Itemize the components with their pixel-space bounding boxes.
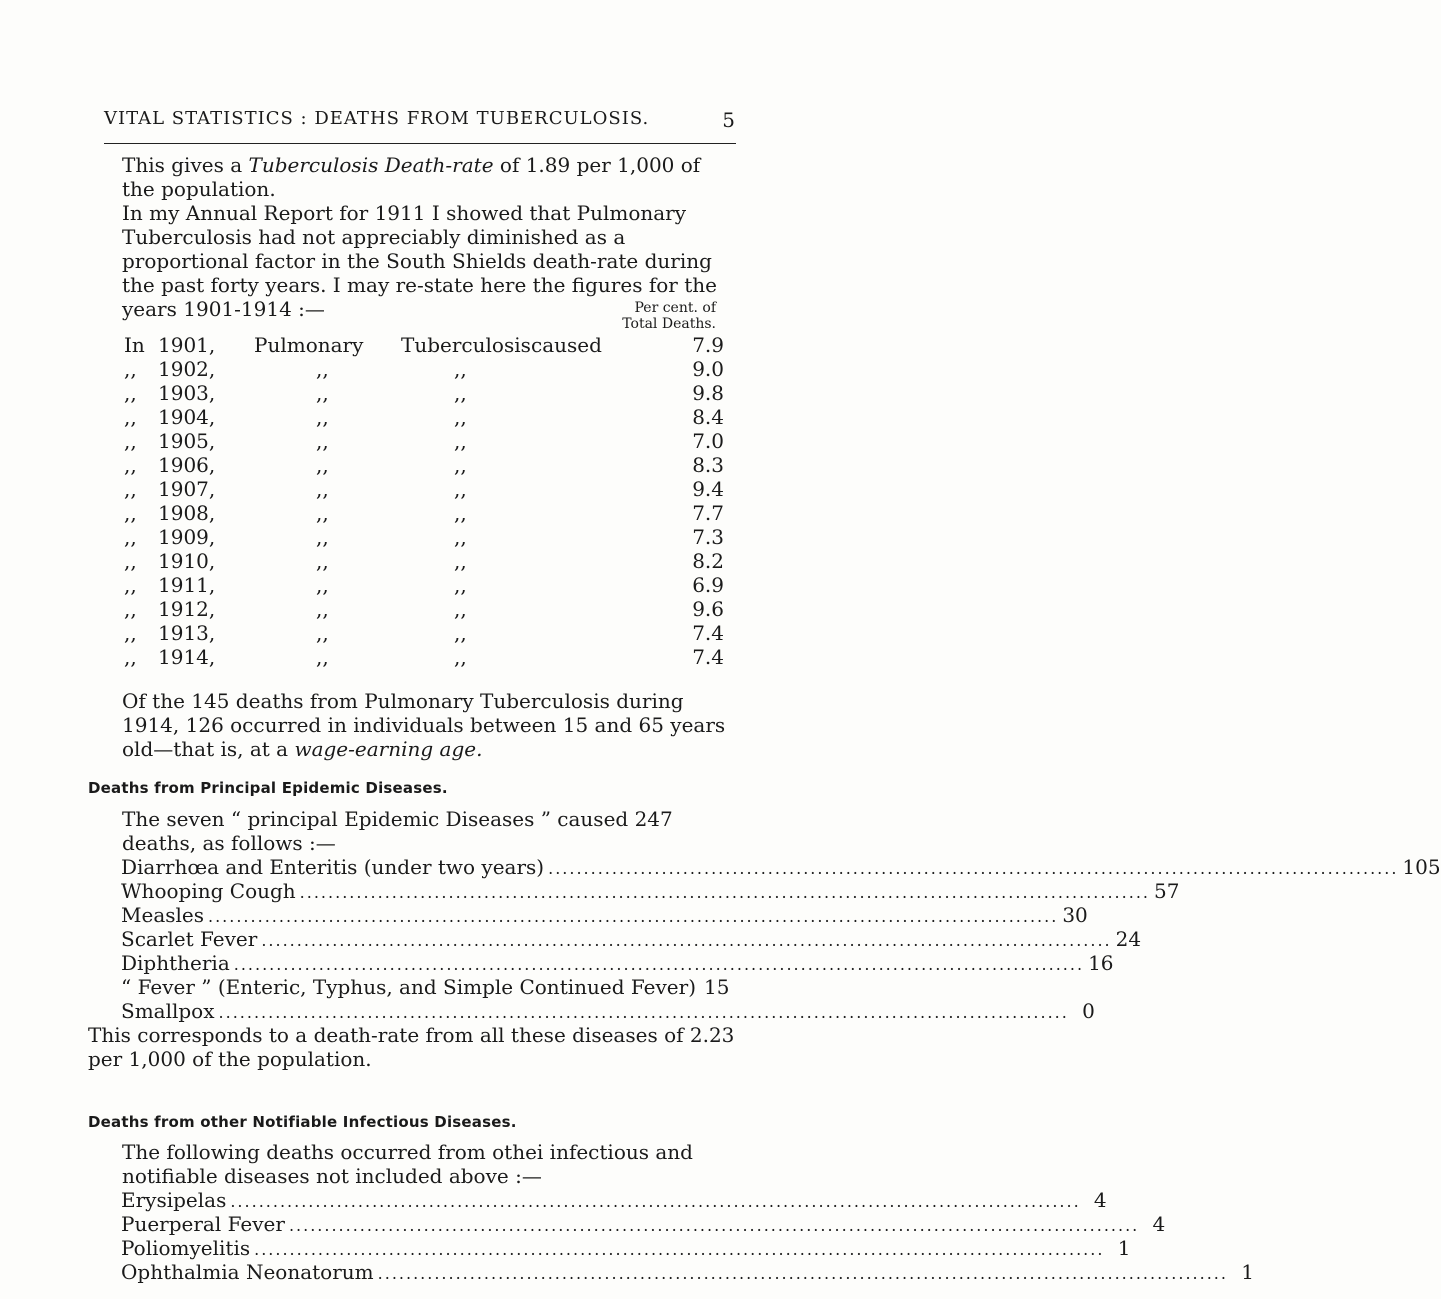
after-table-emphasis: wage-earning age. xyxy=(294,737,483,761)
dot-leader: ........................................................................................................................ xyxy=(233,955,1085,974)
ditto-mark: ,, xyxy=(316,357,329,381)
row-year: 1905, xyxy=(158,429,216,453)
epidemic-heading: Deaths from Principal Epidemic Diseases. xyxy=(88,779,448,797)
header-rule xyxy=(104,143,736,144)
dot-leader: ........................................................................................................................ xyxy=(288,1216,1140,1235)
row-value: 7.9 xyxy=(692,333,724,357)
row-value: 6.9 xyxy=(692,573,724,597)
list-item xyxy=(121,1236,1131,1260)
row-pulmonary: Pulmonary xyxy=(254,333,364,357)
intro-paragraph-2-text: In my Annual Report for 1911 I showed that Pulmonary Tuberculosis had not appreciably diminished as a proportional factor in the South Shields death-rate during the past forty years. I may re-state here the figures for the years 1901-1914 :— xyxy=(122,201,717,321)
table-row xyxy=(88,597,736,621)
row-year: 1908, xyxy=(158,501,216,525)
row-value: 7.3 xyxy=(692,525,724,549)
ditto-mark: ,, xyxy=(454,525,467,549)
dot-leader: ........................................................................................................................ xyxy=(230,1192,1081,1211)
list-item-label: Diphtheria xyxy=(121,951,230,975)
dot-leader: ........................................................................................................................ xyxy=(254,1240,1105,1259)
table-row xyxy=(88,549,736,573)
epidemic-outro xyxy=(88,1023,736,1071)
list-item-label: Puerperal Fever xyxy=(121,1212,285,1236)
epidemic-outro-text: This corresponds to a death-rate from all these diseases of 2.23 per 1,000 of the population. xyxy=(88,1023,735,1071)
list-item-value: 4 xyxy=(1093,1188,1107,1212)
list-item-value: 24 xyxy=(1115,927,1142,951)
ditto-mark: ,, xyxy=(316,453,329,477)
list-item-value: 0 xyxy=(1082,999,1095,1023)
epidemic-intro-text: The seven “ principal Epidemic Diseases ” caused 247 deaths, as follows :— xyxy=(122,807,673,855)
after-table-paragraph xyxy=(88,689,736,761)
table-row xyxy=(88,429,736,453)
list-item xyxy=(121,975,730,999)
row-year: 1902, xyxy=(158,357,216,381)
ditto-mark: ,, xyxy=(316,381,329,405)
ditto-mark: ,, xyxy=(124,381,137,405)
ditto-mark: ,, xyxy=(316,477,329,501)
intro-text-end: of 1.89 per 1,000 of the population. xyxy=(122,153,701,201)
dot-leader: ........................................................................................................................ xyxy=(208,907,1059,926)
row-year: 1904, xyxy=(158,405,216,429)
list-item xyxy=(121,1188,1107,1212)
list-item-value: 4 xyxy=(1152,1212,1166,1236)
ditto-mark: ,, xyxy=(454,645,467,669)
intro-paragraph-1 xyxy=(88,153,736,201)
row-value: 7.0 xyxy=(692,429,724,453)
ditto-mark: ,, xyxy=(124,645,137,669)
row-tuberculosis: Tuberculosis xyxy=(401,333,531,357)
table-row xyxy=(88,405,736,429)
ditto-mark: ,, xyxy=(454,357,467,381)
list-item-value: 30 xyxy=(1062,903,1088,927)
row-year: 1907, xyxy=(158,477,216,501)
ditto-mark: ,, xyxy=(316,573,329,597)
intro-text: This gives a xyxy=(122,153,249,177)
notifiable-intro-text: The following deaths occurred from othei infectious and notifiable diseases not included above :— xyxy=(122,1140,693,1188)
row-value: 9.4 xyxy=(692,477,724,501)
row-value: 7.4 xyxy=(692,621,724,645)
list-item-label: Measles xyxy=(121,903,204,927)
dot-leader: ........................................................................................................................ xyxy=(377,1264,1228,1283)
ditto-mark: ,, xyxy=(316,501,329,525)
list-item-value: 1 xyxy=(1241,1260,1254,1284)
ditto-mark: ,, xyxy=(124,597,137,621)
list-item xyxy=(121,927,1142,951)
list-item xyxy=(121,999,1095,1023)
ditto-mark: ,, xyxy=(454,405,467,429)
ditto-mark: ,, xyxy=(316,621,329,645)
row-value: 9.8 xyxy=(692,381,724,405)
row-value: 9.0 xyxy=(692,357,724,381)
table-row xyxy=(88,357,736,381)
ditto-mark: ,, xyxy=(124,453,137,477)
ditto-mark: ,, xyxy=(316,645,329,669)
row-value: 7.4 xyxy=(692,645,724,669)
list-item-value: 105 xyxy=(1402,855,1441,879)
row-year: 1910, xyxy=(158,549,216,573)
ditto-mark: ,, xyxy=(454,549,467,573)
dot-leader: ........................................................................................................................ xyxy=(299,883,1150,902)
list-item-label: Erysipelas xyxy=(121,1188,227,1212)
ditto-mark: ,, xyxy=(124,357,137,381)
table-row-first xyxy=(88,333,736,357)
table-row xyxy=(88,501,736,525)
dot-leader: ........................................................................................................................ xyxy=(548,859,1399,878)
dot-leader: ........................................................................................................................ xyxy=(261,931,1112,950)
row-year: 1913, xyxy=(158,621,216,645)
row-caused: caused xyxy=(531,333,602,357)
ditto-mark: ,, xyxy=(124,477,137,501)
ditto-mark: ,, xyxy=(124,429,137,453)
ditto-mark: ,, xyxy=(454,453,467,477)
row-year: 1914, xyxy=(158,645,216,669)
ditto-mark: ,, xyxy=(316,525,329,549)
ditto-mark: ,, xyxy=(316,405,329,429)
row-year: 1901, xyxy=(158,333,216,357)
ditto-mark: ,, xyxy=(454,573,467,597)
row-value: 8.4 xyxy=(692,405,724,429)
list-item-label: Poliomyelitis xyxy=(121,1236,251,1260)
notifiable-heading: Deaths from other Notifiable Infectious Diseases. xyxy=(88,1113,517,1131)
ditto-mark: ,, xyxy=(454,429,467,453)
row-year: 1909, xyxy=(158,525,216,549)
row-in: In xyxy=(124,333,145,357)
list-item-label: “ Fever ” (Enteric, Typhus, and Simple Continued Fever) xyxy=(121,975,696,999)
table-row xyxy=(88,573,736,597)
row-value: 8.3 xyxy=(692,453,724,477)
intro-emphasis: Tuberculosis Death-rate xyxy=(248,153,494,177)
table-row xyxy=(88,621,736,645)
header-title: VITAL STATISTICS : DEATHS FROM TUBERCULOSIS. xyxy=(104,108,650,129)
ditto-mark: ,, xyxy=(124,549,137,573)
list-item xyxy=(121,879,1180,903)
page-number: 5 xyxy=(722,108,736,132)
table-row xyxy=(88,645,736,669)
table-row xyxy=(88,453,736,477)
ditto-mark: ,, xyxy=(454,621,467,645)
ditto-mark: ,, xyxy=(124,405,137,429)
list-item xyxy=(121,1260,1254,1284)
ditto-mark: ,, xyxy=(454,501,467,525)
table-row xyxy=(88,477,736,501)
row-year: 1911, xyxy=(158,573,216,597)
ditto-mark: ,, xyxy=(454,381,467,405)
list-item-label: Scarlet Fever xyxy=(121,927,258,951)
table-row xyxy=(88,525,736,549)
table-row xyxy=(88,381,736,405)
list-item xyxy=(121,855,1441,879)
list-item-value: 15 xyxy=(704,975,730,999)
table-column-header xyxy=(560,300,716,332)
ditto-mark: ,, xyxy=(124,621,137,645)
ditto-mark: ,, xyxy=(454,597,467,621)
list-item-value: 1 xyxy=(1117,1236,1131,1260)
notifiable-intro xyxy=(88,1140,736,1188)
list-item-label: Smallpox xyxy=(121,999,215,1023)
row-value: 9.6 xyxy=(692,597,724,621)
list-item xyxy=(121,951,1114,975)
column-header-line-2: Total Deaths. xyxy=(622,316,716,332)
column-header-line-1: Per cent. of xyxy=(634,300,716,316)
ditto-mark: ,, xyxy=(124,501,137,525)
row-value: 8.2 xyxy=(692,549,724,573)
row-year: 1906, xyxy=(158,453,216,477)
list-item-label: Diarrhœa and Enteritis (under two years) xyxy=(121,855,545,879)
list-item-label: Ophthalmia Neonatorum xyxy=(121,1260,374,1284)
ditto-mark: ,, xyxy=(316,429,329,453)
after-table-text: Of the 145 deaths from Pulmonary Tuberculosis during 1914, 126 occurred in individuals between 15 and 65 years old—that is, at a xyxy=(122,689,726,761)
row-year: 1912, xyxy=(158,597,216,621)
list-item-value: 57 xyxy=(1153,879,1180,903)
ditto-mark: ,, xyxy=(316,597,329,621)
epidemic-intro xyxy=(88,807,736,855)
row-year: 1903, xyxy=(158,381,216,405)
ditto-mark: ,, xyxy=(316,549,329,573)
ditto-mark: ,, xyxy=(124,573,137,597)
list-item xyxy=(121,903,1088,927)
dot-leader: ........................................................................................................................ xyxy=(218,1003,1069,1022)
row-value: 7.7 xyxy=(692,501,724,525)
list-item-value: 16 xyxy=(1088,951,1114,975)
ditto-mark: ,, xyxy=(124,525,137,549)
list-item xyxy=(121,1212,1166,1236)
list-item-label: Whooping Cough xyxy=(121,879,296,903)
ditto-mark: ,, xyxy=(454,477,467,501)
